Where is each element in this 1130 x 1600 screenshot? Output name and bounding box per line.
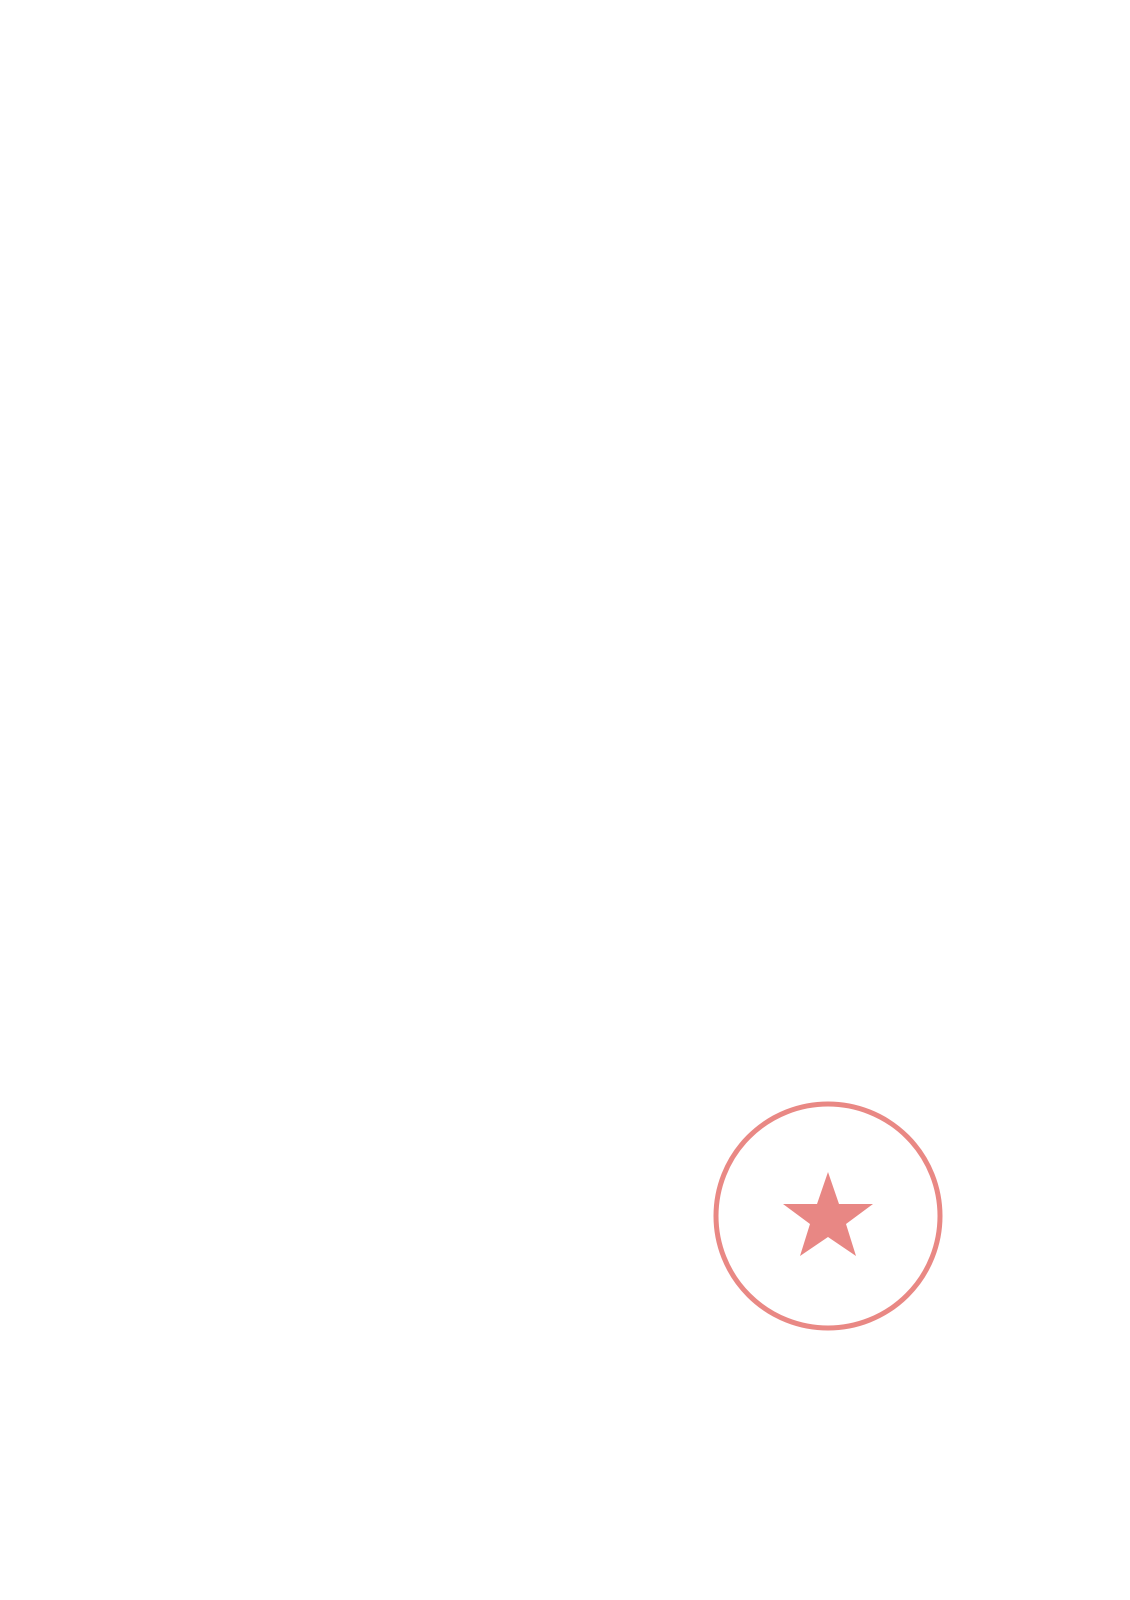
seal-graphic bbox=[706, 1094, 950, 1338]
official-seal bbox=[706, 1094, 950, 1338]
seal-star-icon bbox=[783, 1172, 873, 1256]
seal-ring bbox=[716, 1104, 940, 1328]
